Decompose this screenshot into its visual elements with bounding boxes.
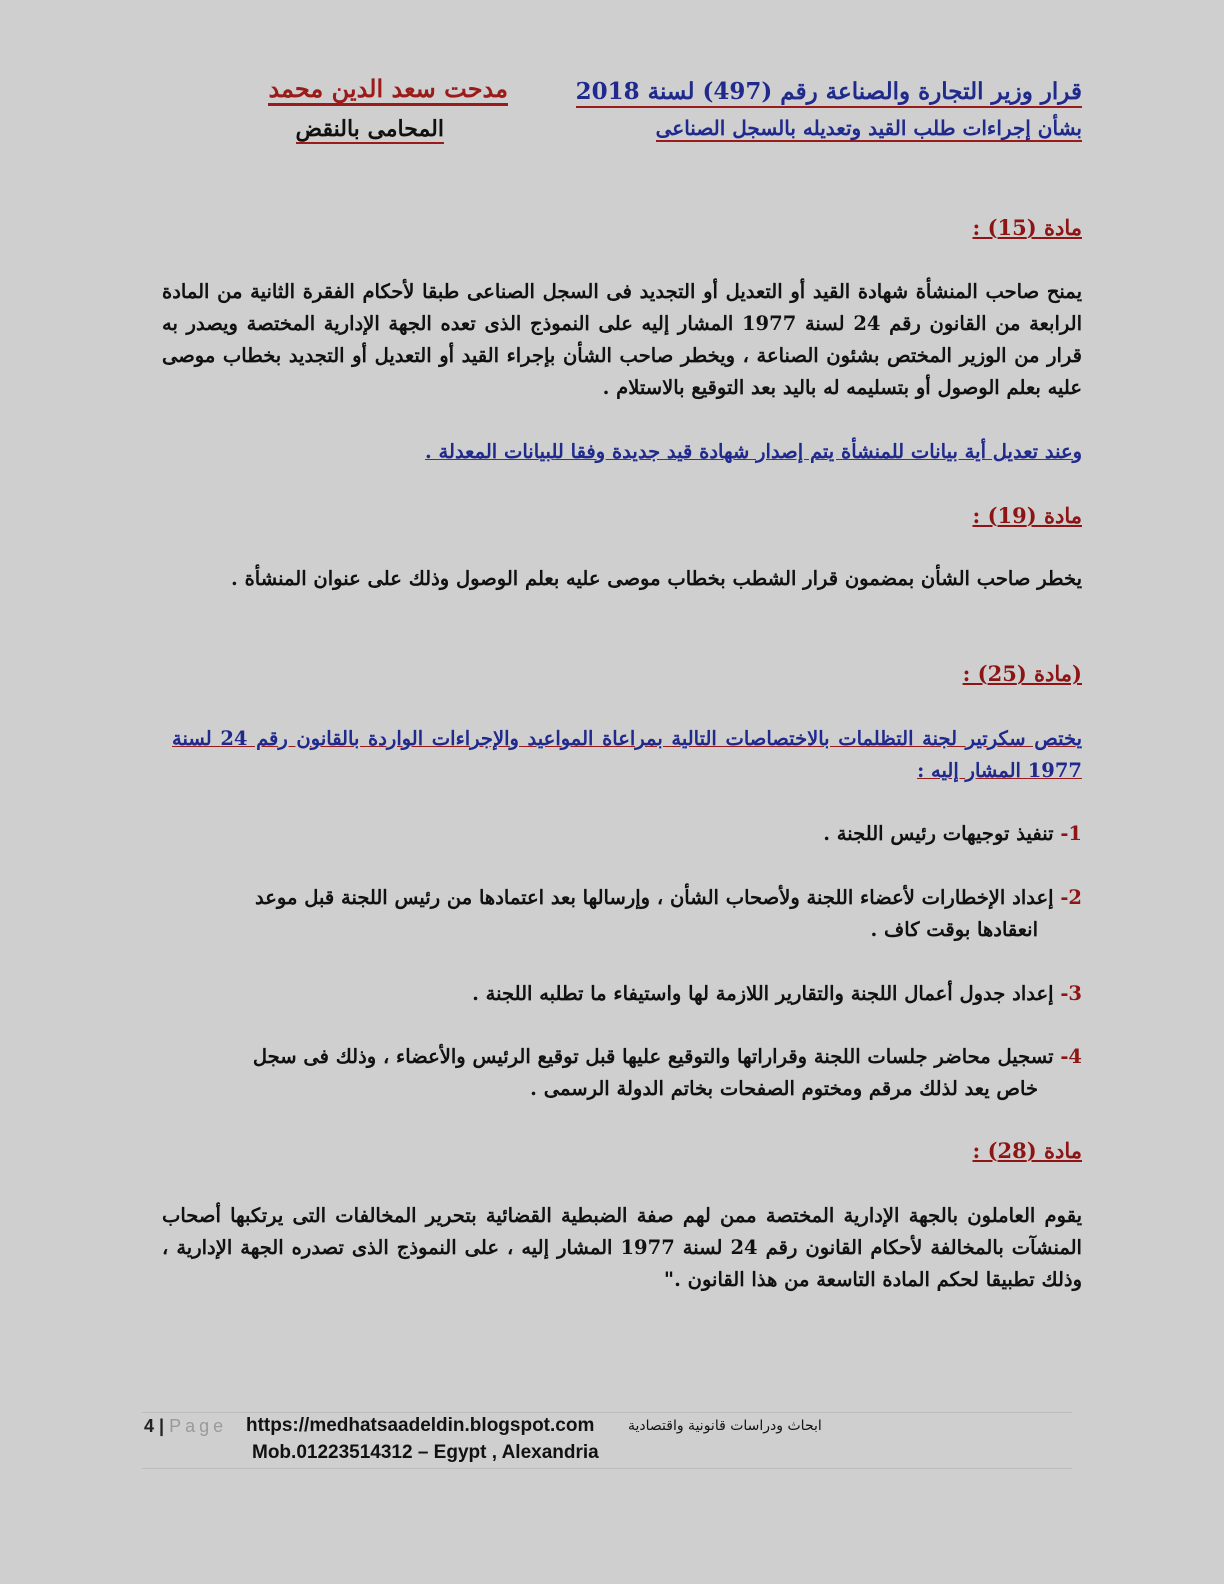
article-25-item-3 xyxy=(152,978,1082,1010)
article-25-intro: يختص سكرتير لجنة التظلمات بالاختصاصات التالية بمراعاة المواعيد والإجراءات الواردة بالقانون رقم 24 لسنة 1977 المشار إليه : xyxy=(172,727,1082,782)
article-15-paragraph: يمنح صاحب المنشأة شهادة القيد أو التعديل أو التجديد فى السجل الصناعى طبقا لأحكام الفقرة الثانية من المادة الرابعة من القانون رقم 24 لسنة 1977 المشار إليه على النموذج الذى تعده الجهة الإدارية المختصة ويصدر به قرار من الوزير المختص بشئون الصناعة ، ويخطر صاحب الشأن بإجراء القيد أو التعديل أو التجديد بخطاب موصى عليه بعلم الوصول أو بتسليمه له باليد بعد التوقيع بالاستلام . xyxy=(162,280,1082,399)
list-item-continuation: خاص يعد لذلك مرقم ومختوم الصفحات بخاتم الدولة الرسمى . xyxy=(530,1077,1038,1100)
list-item-continuation: انعقادها بوقت كاف . xyxy=(870,918,1038,941)
page-label: Page xyxy=(169,1416,228,1436)
page-number-value: 4 xyxy=(144,1416,155,1436)
article-19-heading: مادة (19) : xyxy=(972,503,1082,528)
article-28-heading: مادة (28) : xyxy=(972,1138,1082,1163)
list-item-text: إعداد الإخطارات لأعضاء اللجنة ولأصحاب الشأن ، وإرسالها بعد اعتمادها من رئيس اللجنة قبل موعد xyxy=(255,886,1054,909)
footer-divider-top xyxy=(142,1412,1072,1413)
list-item-text: تسجيل محاضر جلسات اللجنة وقراراتها والتوقيع عليها قبل توقيع الرئيس والأعضاء ، وذلك فى سجل xyxy=(252,1045,1054,1068)
page-separator: | xyxy=(159,1416,165,1436)
article-19-paragraph: يخطر صاحب الشأن بمضمون قرار الشطب بخطاب موصى عليه بعلم الوصول وذلك على عنوان المنشأة . xyxy=(231,567,1082,590)
footer-arabic-label: ابحاث ودراسات قانونية واقتصادية xyxy=(628,1418,822,1434)
document-title-line-2: بشأن إجراءات طلب القيد وتعديله بالسجل الصناعى xyxy=(655,116,1082,140)
footer-url-link[interactable]: https://medhatsaadeldin.blogspot.com xyxy=(246,1415,595,1436)
article-15-heading: مادة (15) : xyxy=(972,215,1082,240)
article-25-item-1 xyxy=(152,818,1082,850)
article-25-heading: (مادة (25) : xyxy=(962,661,1082,686)
page-number xyxy=(144,1416,227,1437)
article-25-item-4 xyxy=(152,1041,1082,1105)
footer-divider-bottom xyxy=(142,1468,1072,1469)
document-title-line-1: قرار وزير التجارة والصناعة رقم (497) لسنة 2018 xyxy=(576,78,1082,108)
author-role: المحامى بالنقض xyxy=(295,116,444,142)
author-name: مدحت سعد الدين محمد xyxy=(268,74,508,106)
list-number: 4- xyxy=(1060,1045,1082,1068)
list-item-text: إعداد جدول أعمال اللجنة والتقارير اللازمة لها واستيفاء ما تطلبه اللجنة . xyxy=(472,982,1054,1005)
list-number: 3- xyxy=(1060,982,1082,1005)
list-number: 1- xyxy=(1060,822,1082,845)
list-item-text: تنفيذ توجيهات رئيس اللجنة . xyxy=(823,822,1054,845)
article-15-amendment: وعند تعديل أية بيانات للمنشأة يتم إصدار شهادة قيد جديدة وفقا للبيانات المعدلة . xyxy=(424,440,1082,463)
footer-phone-location: Mob.01223514312 – Egypt , Alexandria xyxy=(252,1442,599,1463)
list-number: 2- xyxy=(1060,886,1082,909)
article-25-item-2 xyxy=(152,882,1082,946)
article-28-paragraph: يقوم العاملون بالجهة الإدارية المختصة ممن لهم صفة الضبطية القضائية بتحرير المخالفات التى يرتكبها أصحاب المنشآت بالمخالفة لأحكام القانون رقم 24 لسنة 1977 المشار إليه ، على النموذج الذى تصدره الجهة الإدارية ، وذلك تطبيقا لحكم المادة التاسعة من هذا القانون ." xyxy=(162,1204,1082,1291)
